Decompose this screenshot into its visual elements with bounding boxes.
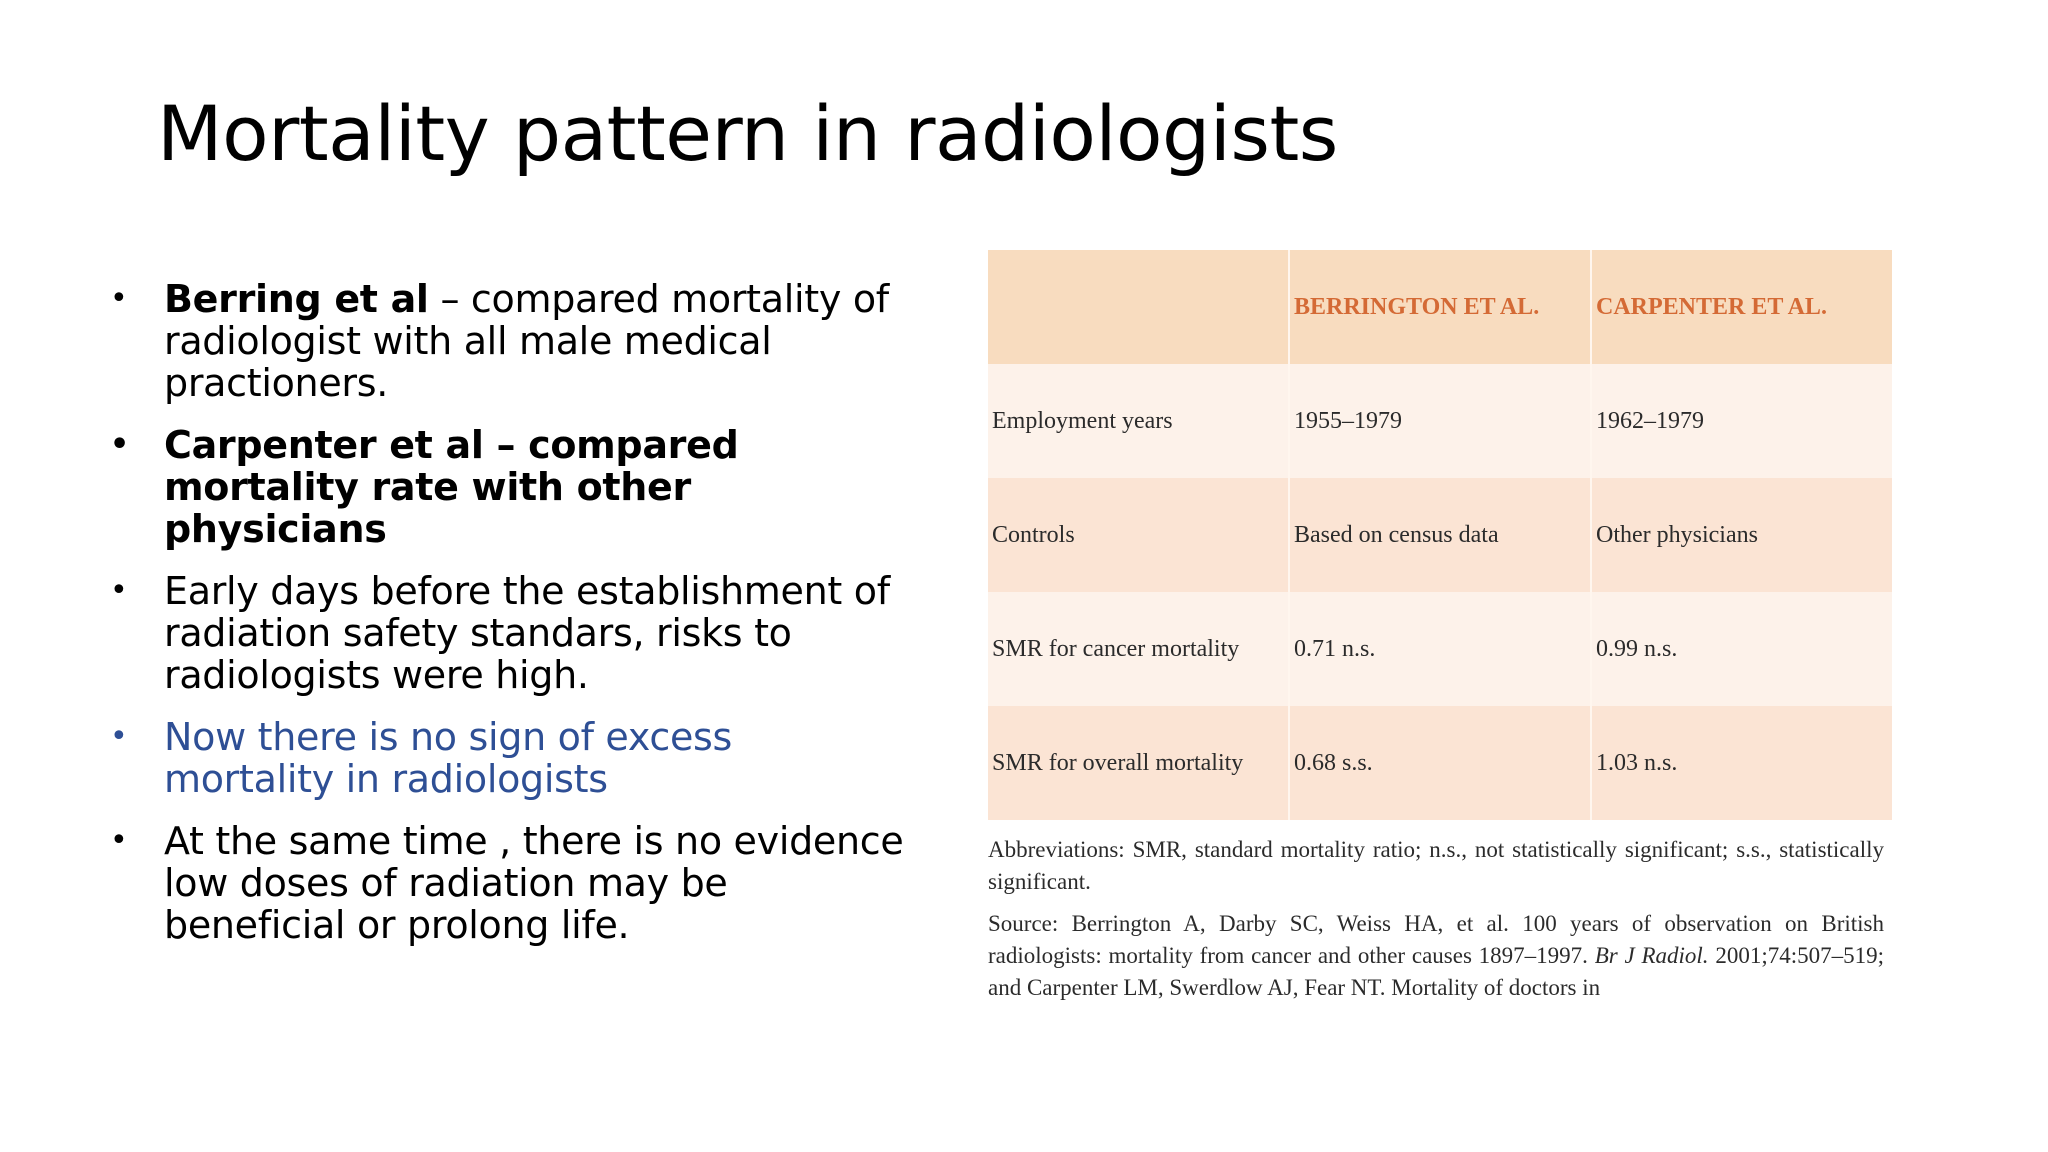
table-header-row xyxy=(988,250,1892,364)
bullet-berring-text: – compared mortality of radiologist with all male medical practioners. xyxy=(164,277,889,405)
bullet-berring xyxy=(108,278,908,404)
bullet-no-evidence xyxy=(108,820,908,946)
table-cell: 1962–1979 xyxy=(1591,364,1892,478)
bullet-list xyxy=(108,278,908,966)
bullet-marker: • xyxy=(110,281,128,316)
bullet-carpenter-text: Carpenter et al – compared mortality rate with other physicians xyxy=(164,423,739,551)
bullet-marker: • xyxy=(110,573,128,608)
bullet-no-excess xyxy=(108,716,908,800)
table-row xyxy=(988,364,1892,478)
comparison-table xyxy=(988,250,1892,820)
bullet-berring-lead: Berring et al xyxy=(164,277,429,321)
table-row xyxy=(988,478,1892,592)
source-note-clip xyxy=(988,908,1884,1014)
table-row xyxy=(988,706,1892,820)
source-journal: Br J Radiol. xyxy=(1594,943,1709,968)
table-row xyxy=(988,592,1892,706)
table-cell: Employment years xyxy=(988,364,1289,478)
table-cell: 0.99 n.s. xyxy=(1591,592,1892,706)
table-header-cell: BERRINGTON ET AL. xyxy=(1289,250,1591,364)
bullet-early-days xyxy=(108,570,908,696)
table-cell: 1955–1979 xyxy=(1289,364,1591,478)
table-header-cell: CARPENTER ET AL. xyxy=(1591,250,1892,364)
bullet-marker: • xyxy=(110,823,128,858)
table-notes xyxy=(988,834,1884,1014)
table-cell: 0.68 s.s. xyxy=(1289,706,1591,820)
source-note xyxy=(988,908,1884,1004)
bullet-carpenter xyxy=(108,424,908,550)
slide-title: Mortality pattern in radiologists xyxy=(157,89,1338,178)
table-cell: Other physicians xyxy=(1591,478,1892,592)
bullet-marker: • xyxy=(110,719,128,754)
table-cell: 0.71 n.s. xyxy=(1289,592,1591,706)
source-text-cont: 2001;74:507–519; and Carpenter LM, Swerdlow AJ, Fear NT. Mortality of doctors in xyxy=(988,943,1884,1000)
bullet-early-days-text: Early days before the establishment of radiation safety standars, risks to radiologists were high. xyxy=(164,569,890,697)
source-text: Source: Berrington A, Darby SC, Weiss HA, et al. 100 years of observation on British radiologists: mortality from cancer and other causes 1897–1997. xyxy=(988,911,1884,968)
bullet-marker: • xyxy=(110,427,129,462)
table-cell: SMR for overall mortality xyxy=(988,706,1289,820)
abbreviations-note: Abbreviations: SMR, standard mortality ratio; n.s., not statistically significant; s.s., statistically significant. xyxy=(988,837,1884,894)
table-cell: SMR for cancer mortality xyxy=(988,592,1289,706)
table-header-cell xyxy=(988,250,1289,364)
bullet-no-evidence-text: At the same time , there is no evidence low doses of radiation may be beneficial or prolong life. xyxy=(164,819,904,947)
table-cell: Based on census data xyxy=(1289,478,1591,592)
comparison-table-figure xyxy=(988,250,1884,1014)
table-cell: 1.03 n.s. xyxy=(1591,706,1892,820)
table-cell: Controls xyxy=(988,478,1289,592)
bullet-no-excess-text: Now there is no sign of excess mortality in radiologists xyxy=(164,715,733,801)
